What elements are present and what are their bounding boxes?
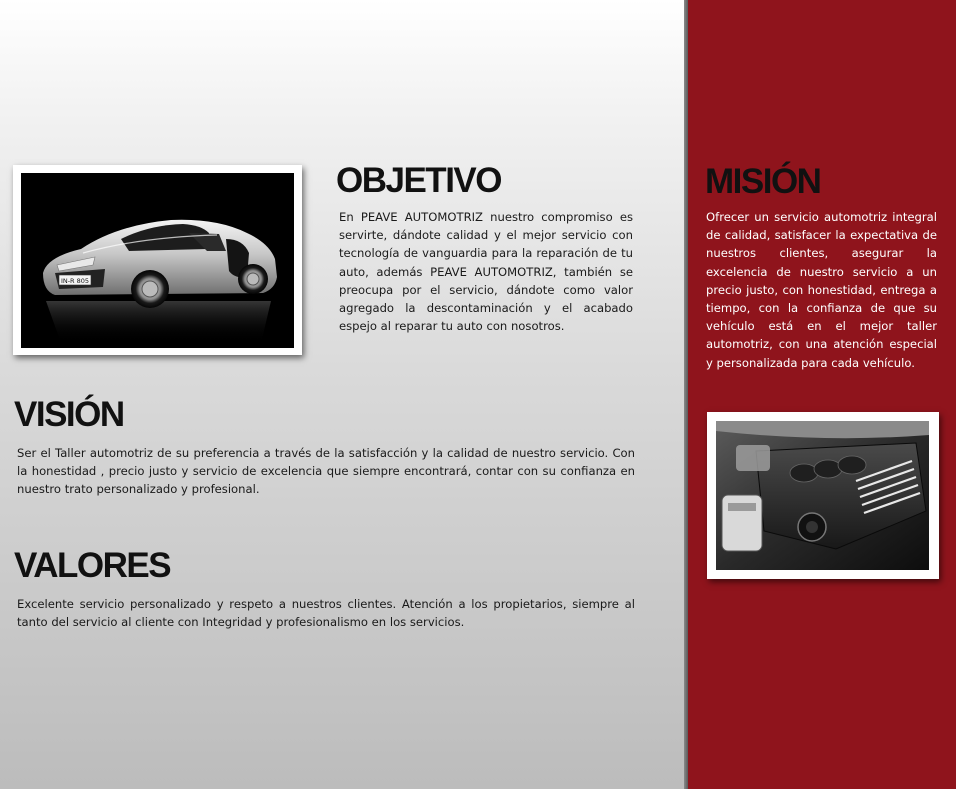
engine-bay-photo [716,421,929,570]
sports-car-photo [21,173,294,348]
objetivo-text: En PEAVE AUTOMOTRIZ nuestro compromiso es servirte, dándote calidad y el mejor servicio con tecnología de vanguardia para la reparación de tu auto, además PEAVE AUTOMOTRIZ, también se preocupa por el servicio, dándote como valor agregado la descontaminación y el acabado espejo al reparar tu auto con nosotros. [339,210,633,334]
vision-text: Ser el Taller automotriz de su preferencia a través de la satisfacción y la calidad de nuestro servicio. Con la honestidad , precio justo y servicio de excelencia que siempre encontrará, contar con su confianza en nuestro trato personalizado y profesional. [17,446,635,497]
valores-heading: VALORES [14,546,171,585]
license-plate-text: IN-R 805 [60,277,90,285]
right-content-panel [688,0,956,789]
car-photo-frame [13,165,302,355]
valores-text: Excelente servicio personalizado y respeto a nuestros clientes. Atención a los propietarios, siempre al tanto del servicio al cliente con Integridad y profesionalismo en los servicios. [17,597,635,630]
engine-photo-frame [707,412,939,579]
mision-text: Ofrecer un servicio automotriz integral de calidad, satisfacer la expectativa de nuestros clientes, asegurar la excelencia de nuestro servicio a un precio justo, con honestidad, entrega a tiempo, con la confianza de que su vehículo está en el mejor taller automotriz, con una atención especial y personalizada para cada vehículo. [706,210,937,370]
vision-heading: VISIÓN [14,395,124,434]
mision-heading: MISIÓN [705,162,821,201]
objetivo-heading: OBJETIVO [336,161,501,200]
